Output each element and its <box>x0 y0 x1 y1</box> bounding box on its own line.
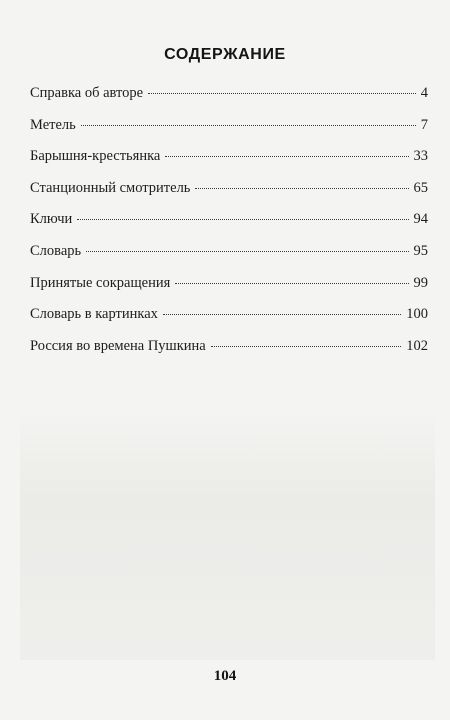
toc-entry-page: 95 <box>413 242 428 259</box>
toc-leader-dots <box>195 188 408 189</box>
toc-entry-page: 33 <box>413 148 428 165</box>
toc-entry-label: Словарь в картинках <box>30 306 158 323</box>
toc-entry[interactable] <box>30 307 428 339</box>
toc-leader-dots <box>86 251 408 252</box>
table-of-contents <box>30 86 428 370</box>
toc-entry-page: 65 <box>413 179 428 196</box>
toc-entry-page: 7 <box>420 116 428 133</box>
toc-entry-label: Принятые сокращения <box>30 274 171 291</box>
toc-leader-dots <box>211 346 402 347</box>
toc-entry[interactable] <box>30 118 428 150</box>
toc-entry-page: 99 <box>413 274 428 291</box>
toc-entry[interactable] <box>30 181 428 213</box>
toc-entry-label: Барышня-крестьянка <box>30 148 161 165</box>
toc-entry[interactable] <box>30 149 428 181</box>
toc-entry-page: 102 <box>406 337 428 354</box>
toc-entry-label: Метель <box>30 116 76 133</box>
toc-entry[interactable] <box>30 212 428 244</box>
show-through-shading <box>20 410 435 660</box>
toc-leader-dots <box>77 219 408 220</box>
toc-entry-label: Станционный смотритель <box>30 179 191 196</box>
toc-entry-page: 94 <box>413 211 428 228</box>
toc-entry-label: Словарь <box>30 242 82 259</box>
toc-entry[interactable] <box>30 86 428 118</box>
toc-entry[interactable] <box>30 339 428 371</box>
toc-leader-dots <box>81 125 416 126</box>
toc-entry-label: Россия во времена Пушкина <box>30 337 206 354</box>
toc-entry[interactable] <box>30 276 428 308</box>
toc-entry-label: Справка об авторе <box>30 85 144 101</box>
toc-entry[interactable] <box>30 244 428 276</box>
toc-entry-label: Ключи <box>30 211 73 228</box>
page-title: СОДЕРЖАНИЕ <box>164 46 286 63</box>
toc-leader-dots <box>148 93 416 94</box>
page-number: 104 <box>213 668 237 684</box>
toc-leader-dots <box>163 314 401 315</box>
toc-entry-page: 100 <box>406 306 428 323</box>
toc-leader-dots <box>175 283 408 284</box>
toc-entry-page: 4 <box>420 85 428 101</box>
toc-leader-dots <box>165 156 408 157</box>
